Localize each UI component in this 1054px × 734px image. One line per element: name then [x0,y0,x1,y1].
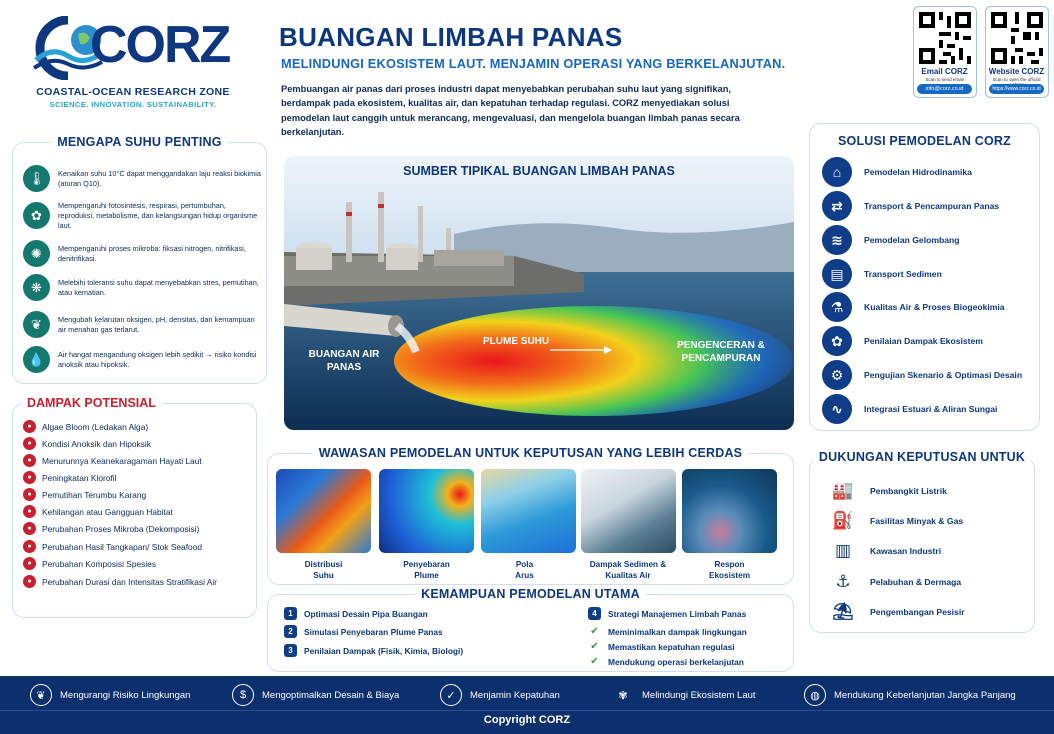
shield-icon: ✓ [440,684,462,706]
logo [28,14,243,114]
fish-icon: ✿ [23,202,50,229]
warning-icon: ● [23,488,36,501]
why-item [23,201,261,231]
capability-number: 4 [588,607,601,620]
impact-item [23,575,217,588]
capability-number: 2 [284,625,297,638]
solution-label: Transport Sedimen [864,269,942,279]
logo-name: COASTAL-OCEAN RESEARCH ZONE [36,86,230,98]
insight-caption: Pola Arus [515,560,534,581]
solution-label: Pengujian Skenario & Optimasi Desain [864,370,1023,380]
why-item [23,274,261,301]
check-label: Memastikan kepatuhan regulasi [608,641,735,652]
logo-word: CORZ [90,16,230,74]
coral-icon: ✾ [618,689,628,702]
insight-title: WAWASAN PEMODELAN UNTUK KEPUTUSAN YANG LEBIH CERDAS [313,446,748,460]
warning-icon: ● [23,454,36,467]
solution-item [822,360,1022,390]
footer-label: Melindungi Ekosistem Laut [642,689,756,701]
thumb-temperature-map [276,469,371,553]
impact-label: Pemutihan Terumbu Karang [42,489,147,500]
insight-caption: Penyebaran Plume [403,560,450,581]
impact-item [23,454,202,467]
footer-item [232,684,399,706]
qr-card-email[interactable] [913,6,977,98]
wave-icon: ≋ [822,225,852,255]
thermometer-icon: 🌡 [23,165,50,192]
impact-label: Perubahan Proses Mikroba (Dekomposisi) [42,523,200,534]
microbe-icon: ✺ [23,240,50,267]
coastal-icon: ⛱ [832,602,854,621]
solution-item [822,259,942,289]
solution-item [822,292,1005,322]
solution-label: Transport & Pencampuran Panas [864,201,1000,211]
impact-label: Kondisi Anoksik dan Hipoksik [42,438,151,449]
decision-item [830,510,963,532]
warning-icon: ● [23,420,36,433]
decision-label: Pembangkit Listrik [870,486,947,496]
footer-item [612,684,756,706]
qr-email-sub: Scan to send email [925,77,964,82]
qr-email-link[interactable]: info@corz.co.id [917,84,972,94]
impact-label: Perubahan Hasil Tangkapan/ Stok Seafood [42,541,203,552]
qr-website-link[interactable]: https://www.corz.co.id [989,84,1044,94]
thumb-plume-map [379,469,474,553]
qr-code-icon [991,12,1043,64]
source-image [284,156,794,430]
check-label: Mendukung operasi berkelanjutan [608,656,744,667]
solution-item [822,394,997,424]
qr-card-website[interactable] [985,6,1049,98]
insight-caption: Dampak Sedimen & Kualitas Air [589,560,667,581]
ecosystem-icon: ✿ [822,326,852,356]
capability-item [284,644,463,657]
power-plant-icon: 🏭 [832,481,854,500]
footer-item [440,684,560,706]
dollar-icon: $ [232,684,254,706]
solution-label: Kualitas Air & Proses Biogeokimia [864,302,1005,312]
industrial-icon: ▥ [834,541,852,560]
why-text: Mempengaruhi proses mikroba: fiksasi nitrogen, nitrifikasi, denitrifikasi. [58,243,246,263]
solution-item [822,326,983,356]
estuary-icon: ∿ [822,394,852,424]
footer-label: Mengoptimalkan Desain & Biaya [262,689,400,701]
water-quality-icon: ⚗ [822,292,852,322]
capability-item [588,607,746,620]
qr-code-icon [919,12,971,64]
why-text: Air hangat mengandung oksigen lebih sedikit → risiko kondisi anoksik atau hipoksik. [58,349,257,369]
impact-item [23,522,199,535]
impact-item [23,557,156,570]
impact-item [23,471,117,484]
copyright: Copyright CORZ [483,714,571,726]
decision-item [830,480,947,502]
decision-label: Kawasan Industri [870,546,942,556]
check-item [588,656,744,667]
impact-panel [12,396,257,618]
solution-item [822,157,972,187]
sediment-icon: ▤ [822,259,852,289]
why-item [23,240,261,267]
impact-label: Perubahan Durasi dan Intensitas Stratifikasi Air [42,576,218,587]
why-text: Mempengaruhi fotosintesis, respirasi, pertumbuhan, reproduksi, metabolisme, dan kelangsungan hidup organisme laut. [58,201,258,230]
why-panel [12,135,267,384]
check-icon: ✔ [590,641,599,652]
globe-icon: ◍ [804,684,826,706]
decision-label: Fasilitas Minyak & Gas [870,516,964,526]
port-icon: ⚓ [835,572,851,591]
source-title: SUMBER TIPIKAL BUANGAN LIMBAH PANAS [403,164,675,178]
warning-icon: ● [23,471,36,484]
impact-label: Menurunnya Keanekaragaman Hayati Laut [42,455,202,466]
capability-label: Penilaian Dampak (Fisik, Kimia, Biologi) [304,645,464,656]
oil-rig-icon: ⛽ [832,511,854,530]
decision-label: Pelabuhan & Dermaga [870,577,962,587]
check-item [588,641,735,652]
page-title: BUANGAN LIMBAH PANAS [279,22,623,52]
warning-icon: ● [23,540,36,553]
warning-icon: ● [23,522,36,535]
heat-transport-icon: ⇄ [822,191,852,221]
solutions-panel [809,123,1040,431]
warning-icon: ● [23,437,36,450]
check-icon: ✔ [590,626,599,637]
decision-item [830,571,961,593]
thumb-ecosystem-photo [682,469,777,553]
insight-caption: Respon Ekosistem [709,560,750,581]
drop-icon: 💧 [23,346,50,373]
insight-caption: Distribusi Suhu [304,560,343,581]
impact-item [23,505,173,518]
footer-label: Mengurangi Risiko Lingkungan [60,689,191,701]
impact-item [23,437,151,450]
why-item [23,311,261,338]
solution-item [822,191,999,221]
solution-label: Integrasi Estuari & Aliran Sungai [864,404,998,414]
impact-item [23,540,202,553]
decision-item [830,540,941,562]
capability-label: Simulasi Penyebaran Plume Panas [304,626,443,637]
thumb-sediment-map [581,469,676,553]
capability-label: Optimasi Desain Pipa Buangan [304,608,428,619]
qr-website-label: Website CORZ [988,67,1045,76]
warning-icon: ● [23,557,36,570]
qr-email-label: Email CORZ [921,67,968,76]
decision-item [830,601,965,623]
check-label: Meminimalkan dampak lingkungan [608,626,747,637]
intro-text: Pembuangan air panas dari proses industri dapat menyebabkan perubahan suhu laut yang signifikan, berdampak pada ekosistem, kualitas air, dan kepatuhan terhadap regulasi. CORZ menyediakan solusi pemodelan laut canggih untuk merancang, mengevaluasi, dan mengelola buangan limbah panas secara berkelanjutan. [281,84,740,138]
why-item [23,346,261,373]
solutions-title: SOLUSI PEMODELAN CORZ [838,134,1011,148]
footer-label: Menjamin Kepatuhan [470,689,560,701]
impact-label: Algae Bloom (Ledakan Alga) [42,421,149,432]
capability-number: 1 [284,607,297,620]
page-subtitle: MELINDUNGI EKOSISTEM LAUT. MENJAMIN OPERASI YANG BERKELANJUTAN. [281,56,786,71]
source-discharge-label: BUANGAN AIR PANAS [308,349,380,373]
capability-number: 3 [284,644,297,657]
why-text: Mengubah kelarutan oksigen, pH, densitas, dan kemampuan air menahan gas terlarut. [58,314,255,334]
decision-label: Pengembangan Pesisir [870,607,965,617]
solution-label: Penilaian Dampak Ekosistem [864,336,983,346]
solution-label: Pemodelan Hidrodinamika [864,167,972,177]
solution-label: Pemodelan Gelombang [864,235,960,245]
warning-icon: ● [23,575,36,588]
thumb-current-map [481,469,576,553]
decision-title: DUKUNGAN KEPUTUSAN UNTUK [813,450,1031,464]
impact-label: Perubahan Komposisi Spesies [42,558,157,569]
why-text: Melebihi toleransi suhu dapat menyebabkan stres, pemutihan, atau kematian. [58,277,259,297]
check-item [588,626,747,637]
scenario-icon: ⚙ [822,360,852,390]
impact-title: DAMPAK POTENSIAL [21,396,162,410]
footer-label: Mendukung Keberlanjutan Jangka Panjang [834,689,1016,701]
hydrodynamics-icon: ⌂ [822,157,852,187]
impact-label: Peningkatan Klorofil [42,472,117,483]
capability-label: Strategi Manajemen Limbah Panas [608,608,747,619]
solution-item [822,225,960,255]
footer-item [804,684,1016,706]
footer-item [30,684,190,706]
warning-icon: ● [23,505,36,518]
impact-item [23,420,148,433]
impact-label: Kehilangan atau Gangguan Habitat [42,506,173,517]
impact-item [23,488,146,501]
source-plume-label: PLUME SUHU [483,336,550,347]
why-item [23,165,261,192]
logo-tagline: SCIENCE. INNOVATION. SUSTAINABILITY. [49,100,217,109]
footer [0,676,1054,734]
capability-item [284,607,428,620]
capabilities-title: KEMAMPUAN PEMODELAN UTAMA [415,587,646,601]
decision-panel [809,450,1035,633]
why-title: MENGAPA SUHU PENTING [51,135,227,149]
qr-website-sub: Scan to open the official [992,77,1041,82]
coral-icon: ❋ [23,274,50,301]
capability-item [284,625,443,638]
power-plant-scene-icon [284,156,794,430]
leaf-icon: ❦ [30,684,52,706]
check-icon: ✔ [590,656,599,667]
leaf-icon: ❦ [23,311,50,338]
why-text: Kenaikan suhu 10°C dapat menggandakan laju reaksi biokimia (aturan Q10). [58,168,261,188]
source-dilution-label: PENGENCERAN & PENCAMPURAN [677,340,765,364]
